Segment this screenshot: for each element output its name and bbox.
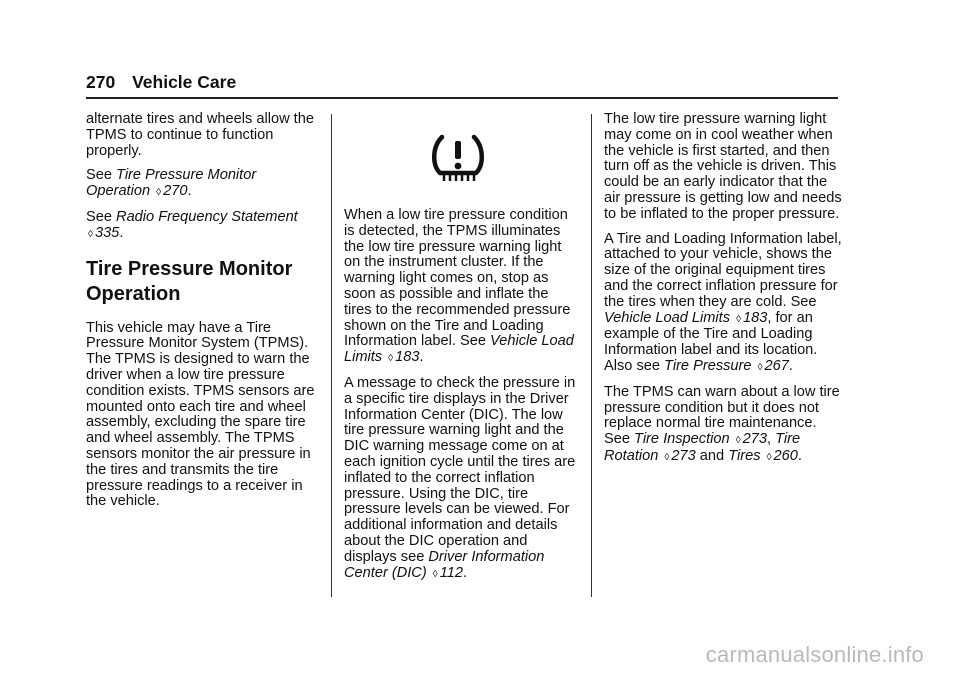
cross-reference-link[interactable]: Tires <box>728 447 761 464</box>
page-ref-icon: ◊ <box>735 435 741 447</box>
page-ref[interactable]: 273 <box>742 431 767 448</box>
cross-reference-link[interactable]: Radio Frequency Statement <box>116 208 298 225</box>
page-ref[interactable]: 112 <box>439 564 463 581</box>
cross-reference-link[interactable]: Tire Pressure Monitor Operation <box>86 167 257 200</box>
cross-reference-link[interactable]: Vehicle Load Limits <box>604 309 731 326</box>
page-ref-icon: ◊ <box>156 187 162 199</box>
paragraph: A Tire and Loading Information label, attached to your vehicle, shows the size of the original equipment tires and the correct inflation pressure for the tires when they are cold. See Vehicle Load Limits ◊ 183, for an example of the Tire and Loading Information label and its location. Also see Tire Pressure ◊ 267. <box>604 230 842 374</box>
tire-pressure-warning-icon <box>428 133 488 185</box>
cross-reference-link[interactable]: Driver Information Center (DIC) <box>344 548 545 581</box>
page-ref[interactable]: 183 <box>395 349 420 366</box>
page-ref-icon: ◊ <box>757 361 763 373</box>
page-ref-icon: ◊ <box>664 451 670 463</box>
page-ref[interactable]: 335 <box>94 224 120 241</box>
paragraph: The low tire pressure warning light may come on in cool weather when the vehicle is first started, and then turn off as the vehicle is driven. This could be an early indicator that the air pressure is getting low and needs to be inflated to the proper pressure. <box>604 111 842 222</box>
page-number: 270 <box>86 72 116 92</box>
page-ref[interactable]: 260 <box>773 447 798 464</box>
page-ref-icon: ◊ <box>432 568 438 580</box>
cross-reference-link[interactable]: Tire Pressure <box>664 357 752 374</box>
page-ref-icon: ◊ <box>388 353 394 365</box>
paragraph: When a low tire pressure condition is detected, the TPMS illuminates the low tire pressure warning light on the instrument cluster. If the warning light comes on, stop as soon as possible and inflate the tires to the recommended pressure shown on the Tire and Loading Information label. See Vehicle Load Limits ◊ 183. <box>344 207 574 366</box>
cross-reference-link[interactable]: Tire Rotation <box>604 431 801 464</box>
column-3 <box>604 112 844 475</box>
page-ref[interactable]: 270 <box>163 183 188 200</box>
page-ref[interactable]: 183 <box>743 309 768 326</box>
column-2 <box>344 208 580 591</box>
cross-reference-link[interactable]: Vehicle Load Limits <box>344 333 574 366</box>
paragraph: alternate tires and wheels allow the TPMS to continue to function properly. <box>86 111 314 159</box>
page-ref[interactable]: 267 <box>764 357 789 374</box>
paragraph: The TPMS can warn about a low tire pressure condition but it does not replace normal tire maintenance. See Tire Inspection ◊ 273, Tire Rotation ◊ 273 and Tires ◊ 260. <box>604 383 840 464</box>
paragraph: A message to check the pressure in a specific tire displays in the Driver Information Center (DIC). The low tire pressure warning light and the DIC warning message come on at each ignition cycle until the tires are inflated to the correct inflation pressure. Using the DIC, tire pressure levels can be viewed. For additional information and details about the DIC operation and displays see Driver Information Center (DIC) ◊ 112. <box>344 374 576 581</box>
page-ref[interactable]: 273 <box>671 447 696 464</box>
cross-reference-link[interactable]: Tire Inspection <box>634 431 730 448</box>
watermark: carmanualsonline.info <box>705 642 924 667</box>
column-divider <box>591 114 592 597</box>
section-title: Vehicle Care <box>132 72 237 92</box>
page-header <box>86 72 236 93</box>
page-ref-icon: ◊ <box>766 451 772 463</box>
column-1 <box>86 112 316 519</box>
see-reference: See Tire Pressure Monitor Operation ◊ 270. <box>86 167 257 200</box>
section-heading: Tire Pressure Monitor Operation <box>86 257 293 305</box>
header-rule <box>86 97 838 99</box>
paragraph: This vehicle may have a Tire Pressure Monitor System (TPMS). The TPMS is designed to warn the driver when a low tire pressure condition exists. TPMS sensors are mounted onto each tire and wheel assembly, excluding the spare tire and wheel assembly. The TPMS sensors monitor the air pressure in the tires and transmits the tire pressure readings to a receiver in the vehicle. <box>86 319 315 510</box>
page-ref-icon: ◊ <box>88 228 93 240</box>
page-ref-icon: ◊ <box>736 313 742 325</box>
column-divider <box>331 114 332 597</box>
see-reference: See Radio Frequency Statement ◊ 335. <box>86 208 298 241</box>
